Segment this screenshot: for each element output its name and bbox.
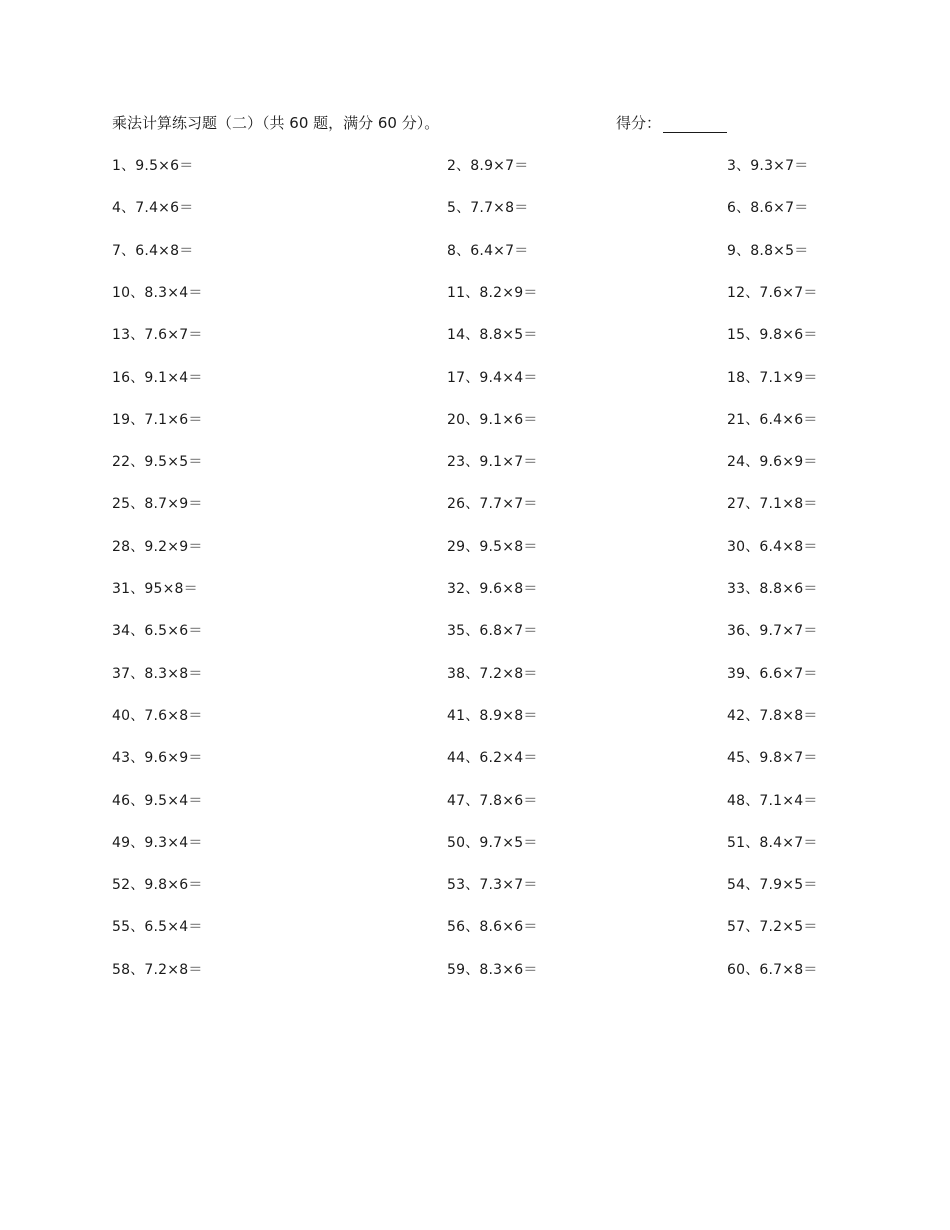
problem-item: 38、7.2×8＝ [447,666,538,682]
problem-item: 41、8.9×8＝ [447,708,538,724]
problem-item: 59、8.3×6＝ [447,962,538,978]
problem-item: 50、9.7×5＝ [447,835,538,851]
problem-item: 40、7.6×8＝ [112,708,203,724]
problem-item: 42、7.8×8＝ [727,708,818,724]
problem-item: 30、6.4×8＝ [727,539,818,555]
problem-item: 20、9.1×6＝ [447,412,538,428]
problem-item: 43、9.6×9＝ [112,750,203,766]
problem-item: 37、8.3×8＝ [112,666,203,682]
problem-item: 29、9.5×8＝ [447,539,538,555]
problem-item: 31、95×8＝ [112,581,198,597]
problem-item: 19、7.1×6＝ [112,412,203,428]
problem-item: 2、8.9×7＝ [447,158,529,174]
problem-item: 53、7.3×7＝ [447,877,538,893]
problem-item: 15、9.8×6＝ [727,327,818,343]
problem-item: 55、6.5×4＝ [112,919,203,935]
problem-item: 33、8.8×6＝ [727,581,818,597]
problem-item: 17、9.4×4＝ [447,370,538,386]
problem-item: 26、7.7×7＝ [447,496,538,512]
problem-item: 4、7.4×6＝ [112,200,194,216]
problem-item: 28、9.2×9＝ [112,539,203,555]
problem-item: 47、7.8×6＝ [447,793,538,809]
problem-item: 18、7.1×9＝ [727,370,818,386]
problem-item: 34、6.5×6＝ [112,623,203,639]
problem-item: 54、7.9×5＝ [727,877,818,893]
problem-item: 57、7.2×5＝ [727,919,818,935]
problem-item: 45、9.8×7＝ [727,750,818,766]
problem-item: 6、8.6×7＝ [727,200,809,216]
problem-item: 21、6.4×6＝ [727,412,818,428]
problem-item: 48、7.1×4＝ [727,793,818,809]
problem-item: 46、9.5×4＝ [112,793,203,809]
problem-item: 52、9.8×6＝ [112,877,203,893]
problem-item: 12、7.6×7＝ [727,285,818,301]
worksheet-title: 乘法计算练习题（二）（共 60 题，满分 60 分）。 [112,114,440,132]
problem-item: 13、7.6×7＝ [112,327,203,343]
problem-item: 11、8.2×9＝ [447,285,538,301]
problem-item: 25、8.7×9＝ [112,496,203,512]
problem-item: 51、8.4×7＝ [727,835,818,851]
score-label: 得分： [616,114,662,132]
problem-item: 8、6.4×7＝ [447,243,529,259]
problem-item: 9、8.8×5＝ [727,243,809,259]
problem-item: 44、6.2×4＝ [447,750,538,766]
problem-item: 24、9.6×9＝ [727,454,818,470]
problem-item: 49、9.3×4＝ [112,835,203,851]
problem-item: 35、6.8×7＝ [447,623,538,639]
problem-item: 32、9.6×8＝ [447,581,538,597]
problem-item: 5、7.7×8＝ [447,200,529,216]
problem-item: 23、9.1×7＝ [447,454,538,470]
problem-item: 10、8.3×4＝ [112,285,203,301]
problem-item: 58、7.2×8＝ [112,962,203,978]
problem-item: 56、8.6×6＝ [447,919,538,935]
problem-item: 1、9.5×6＝ [112,158,194,174]
problem-item: 7、6.4×8＝ [112,243,194,259]
problem-item: 27、7.1×8＝ [727,496,818,512]
problem-item: 3、9.3×7＝ [727,158,809,174]
problem-item: 36、9.7×7＝ [727,623,818,639]
problem-item: 39、6.6×7＝ [727,666,818,682]
problem-item: 16、9.1×4＝ [112,370,203,386]
problem-item: 60、6.7×8＝ [727,962,818,978]
problem-item: 14、8.8×5＝ [447,327,538,343]
problem-item: 22、9.5×5＝ [112,454,203,470]
